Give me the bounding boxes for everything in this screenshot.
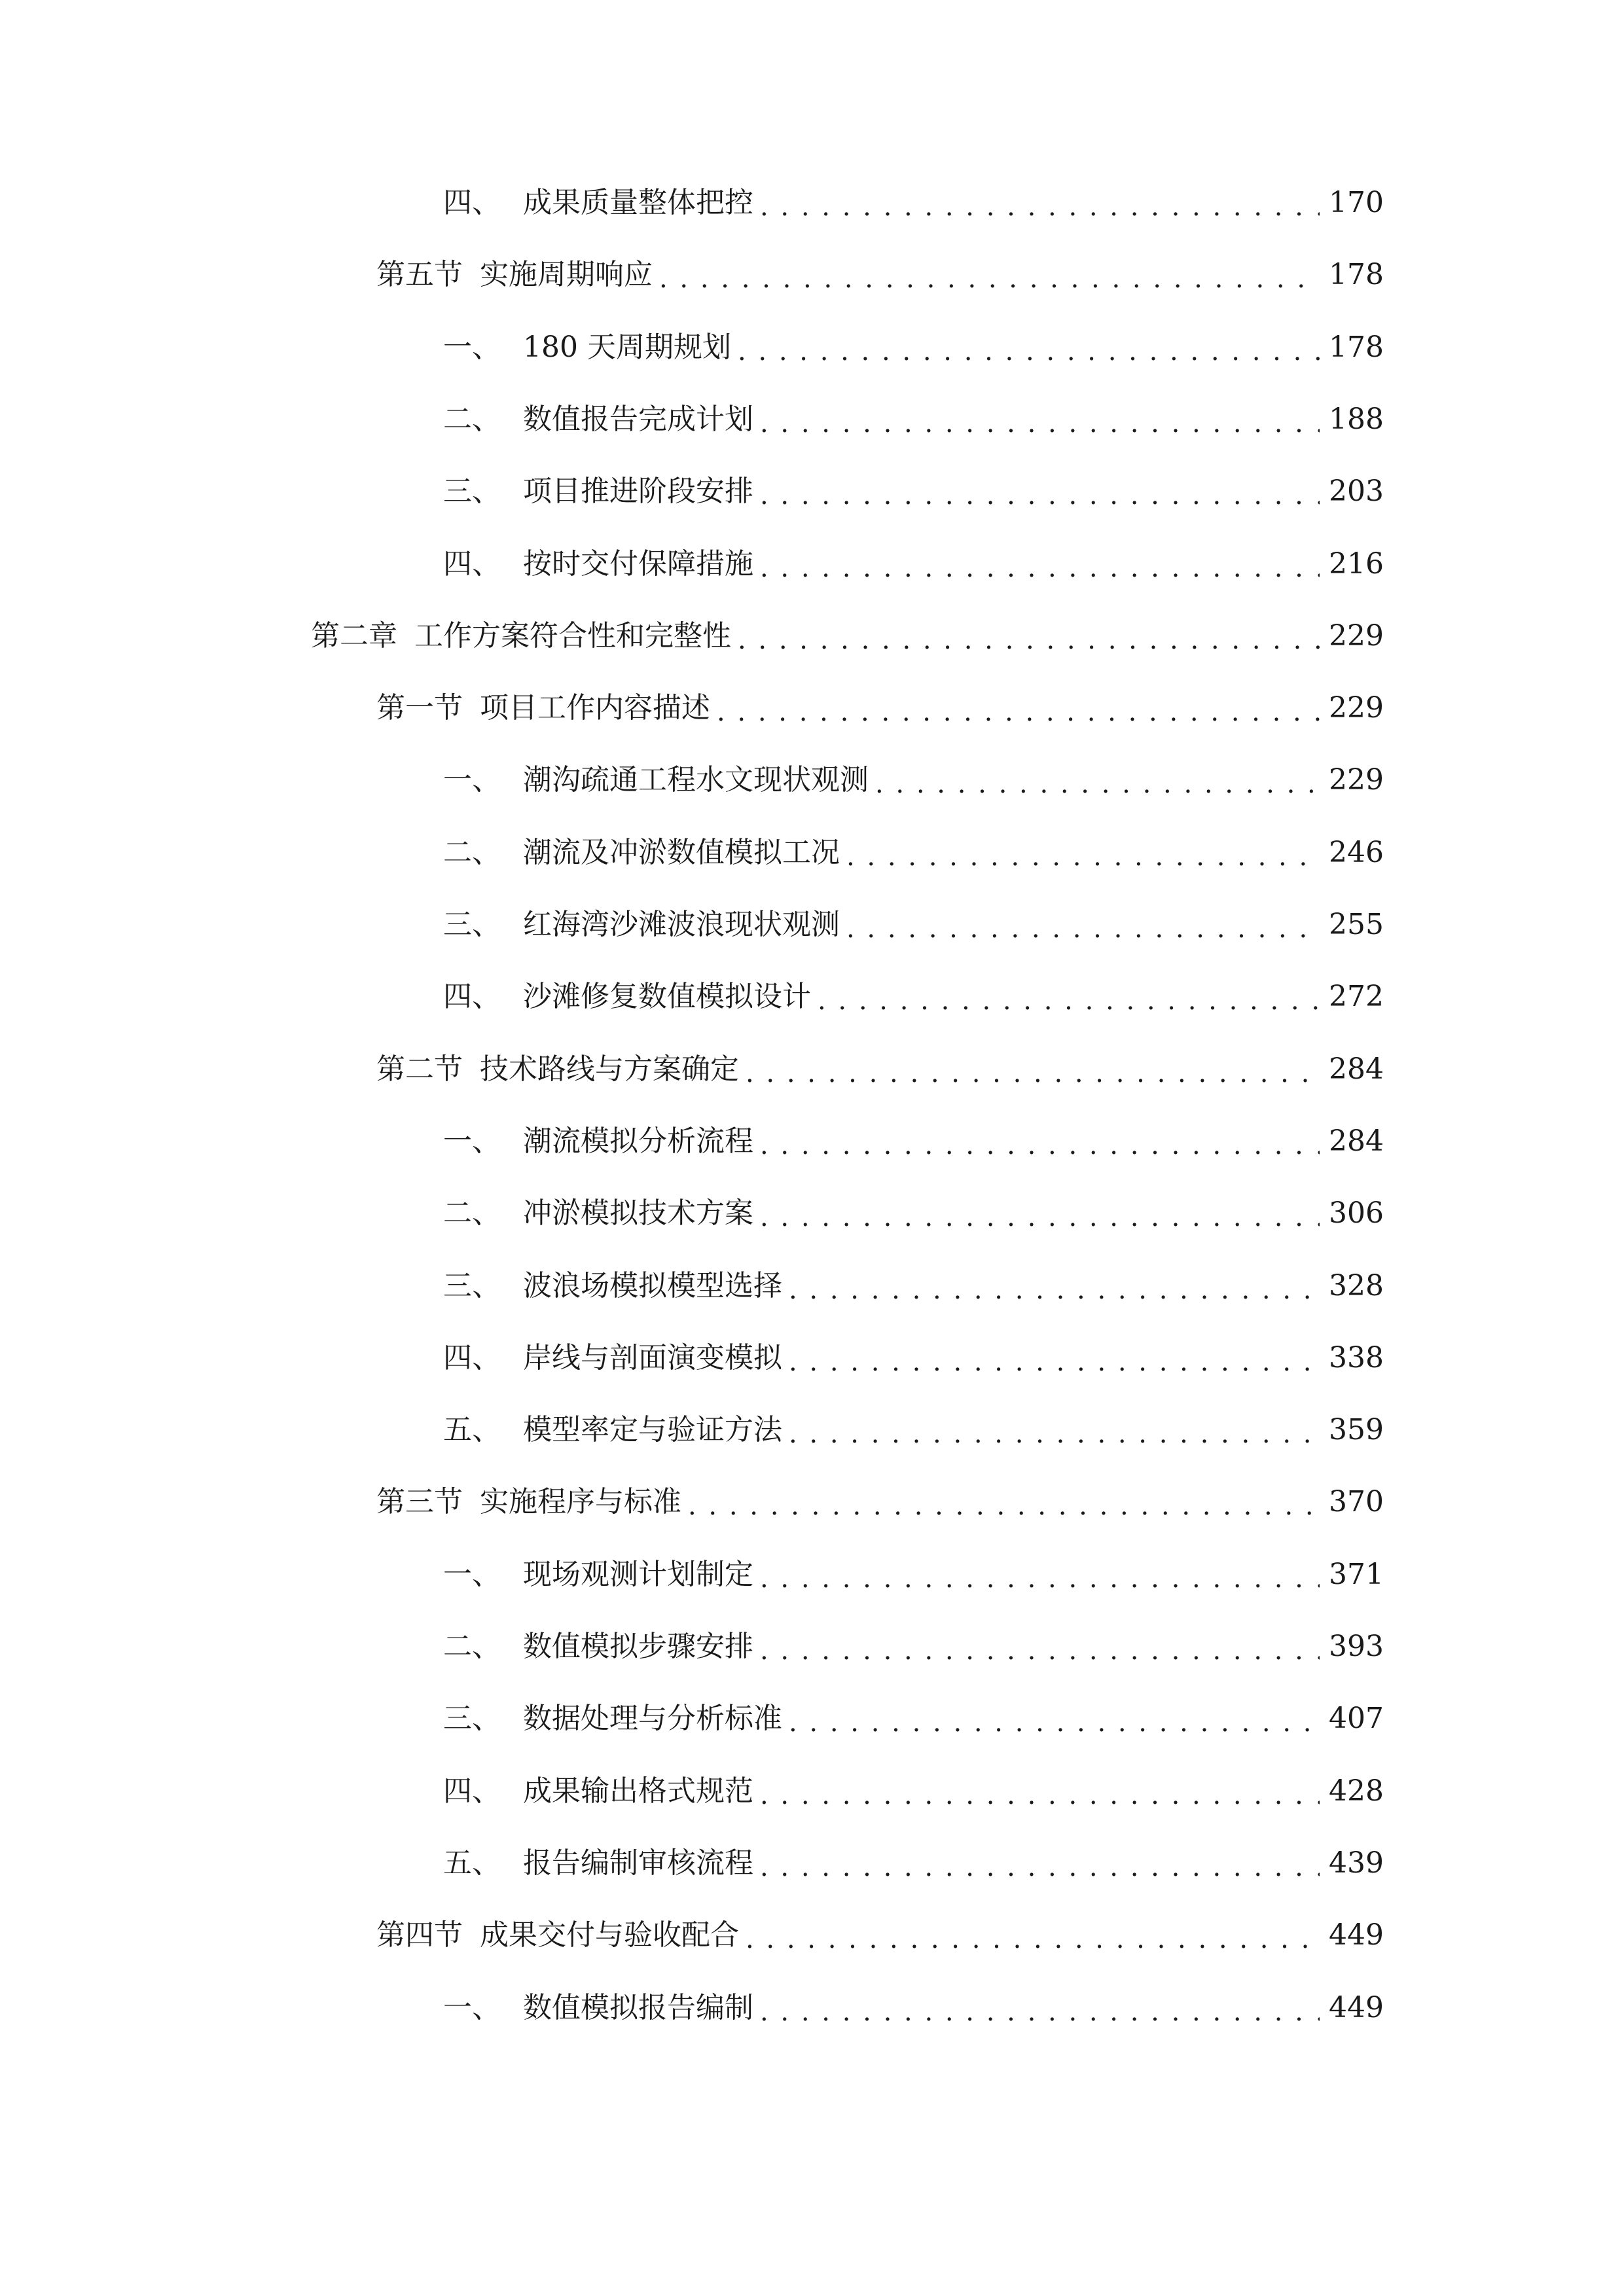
toc-entry-title: 项目推进阶段安排 [523,475,753,508]
toc-entry-title: 项目工作内容描述 [480,691,710,725]
toc-entry-page-number: 188 [1329,403,1384,436]
toc-entry-page-number: 328 [1329,1269,1384,1302]
toc-entry[interactable] [443,177,1384,229]
toc-entry-number: 四、 [443,186,501,219]
toc-entry-title: 成果交付与验收配合 [480,1918,739,1952]
toc-dot-leader [760,1115,1320,1168]
toc-dot-leader [789,1693,1320,1745]
toc-entry-number: 五、 [443,1413,501,1446]
toc-entry-page-number: 203 [1329,475,1384,508]
toc-dot-leader [659,249,1320,301]
toc-entry[interactable] [443,538,1384,590]
toc-entry-number: 第一节 [376,691,463,725]
toc-entry-page-number: 439 [1329,1846,1384,1880]
toc-entry-title: 实施周期响应 [480,258,653,291]
toc-entry-number: 一、 [443,763,501,797]
toc-entry-title: 数值报告完成计划 [523,403,753,436]
toc-entry-page-number: 170 [1329,186,1384,219]
toc-entry-page-number: 370 [1329,1485,1384,1518]
toc-dot-leader [760,393,1320,446]
toc-entry-page-number: 272 [1329,980,1384,1013]
toc-entry[interactable] [376,682,1384,734]
toc-entry-number: 二、 [443,1630,501,1663]
toc-entry-title: 数值模拟步骤安排 [523,1630,753,1663]
toc-entry[interactable] [443,1549,1384,1601]
toc-entry-number: 四、 [443,1341,501,1374]
toc-entry-page-number: 393 [1329,1630,1384,1663]
toc-dot-leader [760,177,1320,229]
toc-entry-number: 二、 [443,403,501,436]
toc-entry-title: 沙滩修复数值模拟设计 [523,980,811,1013]
toc-entry-page-number: 371 [1329,1558,1384,1591]
toc-entry-page-number: 216 [1329,547,1384,581]
toc-entry[interactable] [443,754,1384,806]
toc-dot-leader [789,1404,1320,1456]
toc-entry[interactable] [376,249,1384,301]
toc-entry-number: 三、 [443,908,501,941]
toc-entry-page-number: 449 [1329,1918,1384,1952]
toc-entry-page-number: 255 [1329,908,1384,941]
toc-entry-page-number: 449 [1329,1991,1384,2024]
toc-dot-leader [760,538,1320,590]
toc-entry-page-number: 359 [1329,1413,1384,1446]
toc-entry-page-number: 407 [1329,1702,1384,1735]
toc-entry[interactable] [443,1332,1384,1384]
toc-dot-leader [738,321,1320,374]
toc-entry-title: 技术路线与方案确定 [480,1052,739,1086]
toc-entry-number: 四、 [443,1774,501,1808]
toc-dot-leader [846,899,1320,951]
toc-dot-leader [760,465,1320,518]
toc-entry-title: 模型率定与验证方法 [523,1413,782,1446]
toc-entry-title: 实施程序与标准 [480,1485,681,1518]
toc-entry[interactable] [443,1621,1384,1673]
toc-entry-page-number: 284 [1329,1052,1384,1086]
toc-entry[interactable] [443,827,1384,879]
toc-dot-leader [760,1982,1320,2034]
toc-entry[interactable] [443,899,1384,951]
toc-entry[interactable] [443,393,1384,446]
toc-entry-number: 第五节 [376,258,463,291]
toc-dot-leader [717,682,1320,734]
toc-entry-title: 潮流及冲淤数值模拟工况 [523,836,840,869]
toc-dot-leader [789,1260,1320,1312]
toc-entry-page-number: 178 [1329,331,1384,364]
toc-entry-number: 一、 [443,331,501,364]
toc-dot-leader [760,1765,1320,1818]
toc-entry-page-number: 306 [1329,1196,1384,1230]
toc-entry-title: 岸线与剖面演变模拟 [523,1341,782,1374]
toc-dot-leader [688,1476,1320,1528]
toc-entry-title: 成果质量整体把控 [523,186,753,219]
toc-entry[interactable] [311,610,1384,662]
toc-entry-page-number: 284 [1329,1124,1384,1158]
toc-entry-title: 成果输出格式规范 [523,1774,753,1808]
toc-entry-number: 四、 [443,547,501,581]
toc-entry[interactable] [376,1476,1384,1528]
toc-entry-title: 数值模拟报告编制 [523,1991,753,2024]
toc-entry-number: 第三节 [376,1485,463,1518]
toc-entry[interactable] [443,971,1384,1023]
toc-dot-leader [746,1909,1320,1962]
toc-entry[interactable] [443,1765,1384,1818]
toc-entry-number: 五、 [443,1846,501,1880]
toc-entry[interactable] [443,321,1384,374]
toc-entry-page-number: 338 [1329,1341,1384,1374]
toc-entry-title: 波浪场模拟模型选择 [523,1269,782,1302]
toc-entry[interactable] [443,1115,1384,1168]
toc-entry-page-number: 229 [1329,619,1384,653]
toc-entry-number: 一、 [443,1558,501,1591]
toc-entry[interactable] [443,1404,1384,1456]
toc-dot-leader [818,971,1320,1023]
toc-entry-title: 按时交付保障措施 [523,547,753,581]
toc-entry-number: 三、 [443,1702,501,1735]
toc-entry-number: 一、 [443,1991,501,2024]
toc-entry[interactable] [443,1187,1384,1240]
toc-entry[interactable] [443,1260,1384,1312]
toc-dot-leader [760,1187,1320,1240]
toc-entry[interactable] [443,1837,1384,1890]
toc-dot-leader [846,827,1320,879]
toc-dot-leader [760,1621,1320,1673]
toc-entry-page-number: 428 [1329,1774,1384,1808]
toc-entry-title: 冲淤模拟技术方案 [523,1196,753,1230]
toc-entry-page-number: 229 [1329,691,1384,725]
toc-dot-leader [746,1043,1320,1096]
toc-entry-title: 数据处理与分析标准 [523,1702,782,1735]
toc-entry-title: 红海湾沙滩波浪现状观测 [523,908,840,941]
toc-entry-number: 三、 [443,475,501,508]
toc-entry-page-number: 246 [1329,836,1384,869]
toc-entry-number: 四、 [443,980,501,1013]
toc-dot-leader [738,610,1320,662]
toc-entry-title: 报告编制审核流程 [523,1846,753,1880]
toc-entry-title: 180 天周期规划 [523,331,731,364]
toc-entry-title: 工作方案符合性和完整性 [414,619,731,653]
toc-entry-title: 潮沟疏通工程水文现状观测 [523,763,869,797]
toc-entry[interactable] [376,1043,1384,1096]
toc-entry-title: 潮流模拟分析流程 [523,1124,753,1158]
toc-entry-number: 二、 [443,836,501,869]
toc-entry-number: 一、 [443,1124,501,1158]
toc-entry-number: 第四节 [376,1918,463,1952]
toc-entry-number: 二、 [443,1196,501,1230]
toc-entry-number: 三、 [443,1269,501,1302]
toc-dot-leader [789,1332,1320,1384]
toc-dot-leader [760,1549,1320,1601]
toc-entry-number: 第二节 [376,1052,463,1086]
toc-entry[interactable] [443,1982,1384,2034]
toc-dot-leader [760,1837,1320,1890]
toc-entry-number: 第二章 [311,619,397,653]
toc-entry-title: 现场观测计划制定 [523,1558,753,1591]
toc-entry-page-number: 229 [1329,763,1384,797]
toc-entry[interactable] [376,1909,1384,1962]
toc-entry-page-number: 178 [1329,258,1384,291]
toc-dot-leader [875,754,1320,806]
toc-entry[interactable] [443,465,1384,518]
toc-entry[interactable] [443,1693,1384,1745]
